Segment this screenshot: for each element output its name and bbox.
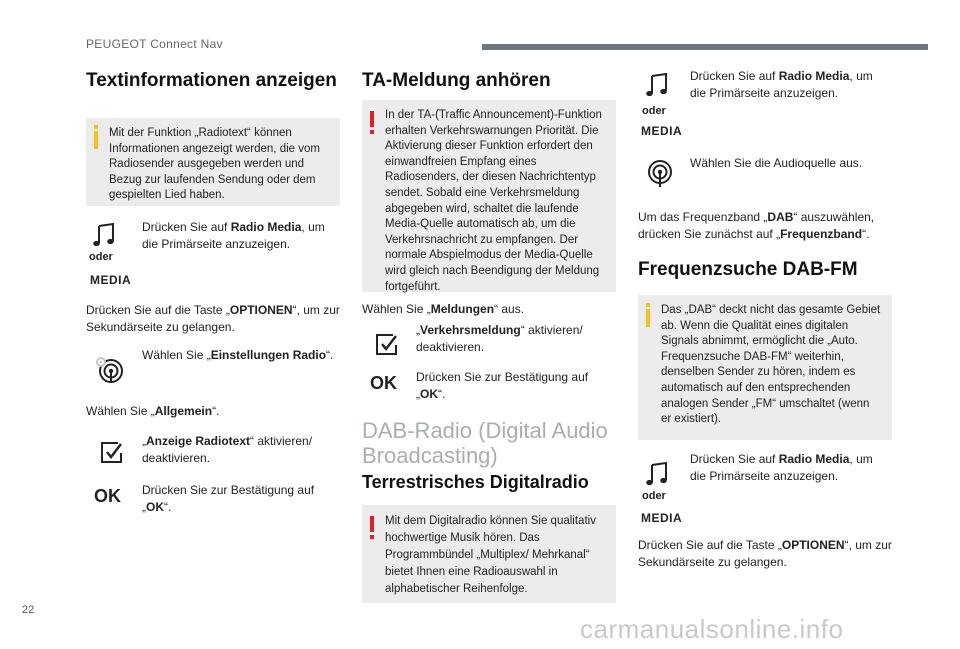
para-options: Drücken Sie auf die Taste „OPTIONEN“, um zur Sekundärseite zu gelangen.	[86, 303, 340, 334]
heading-ta-meldung: TA-Meldung anhören	[362, 70, 551, 91]
ok-label: OK	[370, 373, 397, 393]
warning-text: Mit dem Digitalradio können Sie qualitativ hochwertige Musik hören. Das Programmbündel „Multiplex/ Mehrkanal“ bietet Ihnen eine Radioauswahl in alphabetischer Reihenfolge.	[385, 515, 596, 595]
step-radio-media: Drücken Sie auf Radio Media, um die Primärseite anzuzeigen.	[142, 220, 325, 251]
ok-label: OK	[94, 486, 121, 506]
info-box-frequenzsuche	[638, 295, 892, 440]
warning-icon	[370, 516, 374, 532]
warning-box-digitalradio	[362, 505, 616, 603]
step-ok-confirm: Drücken Sie zur Bestätigung auf „OK“.	[416, 370, 589, 401]
info-text: Das „DAB“ deckt nicht das gesamte Gebiet ab. Wenn die Qualität eines digitalen Signals abnimmt, ermöglicht die „Auto. Frequenzsuche DAB-FM“ weiterhin, denselben Sender zu hören, indem es automatisch auf den entsprechenden analogen Sender „FM“ umschaltet (wenn er existiert).	[661, 304, 881, 426]
or-label: oder	[642, 490, 666, 502]
step-audioquelle: Wählen Sie die Audioquelle aus.	[690, 156, 863, 170]
music-note-icon	[644, 461, 670, 487]
checkbox-icon	[374, 332, 400, 358]
warning-icon	[370, 111, 374, 127]
step-radio-media: Drücken Sie auf Radio Media, um die Primärseite anzuzeigen.	[690, 69, 873, 100]
para-allgemein: Wählen Sie „Allgemein“.	[86, 404, 220, 418]
media-label: MEDIA	[641, 511, 683, 525]
info-text: Mit der Funktion „Radiotext“ können Informationen angezeigt werden, die vom Radiosender ausgegeben werden und Bezug zur laufenden Sendung oder dem gespielten Lied haben.	[109, 127, 320, 202]
or-label: oder	[642, 105, 666, 117]
running-header: PEUGEOT Connect Nav	[86, 37, 223, 51]
step-radio-media: Drücken Sie auf Radio Media, um die Primärseite anzuzeigen.	[690, 452, 873, 483]
step-anzeige-radiotext: „Anzeige Radiotext“ aktivieren/ deaktivieren.	[142, 434, 313, 465]
radio-settings-icon	[94, 355, 124, 385]
info-box-radiotext	[86, 118, 340, 206]
para-frequenzband: Um das Frequenzband „DAB“ auszuwählen, drücken Sie zunächst auf „Frequenzband“.	[638, 210, 875, 241]
heading-frequenzsuche: Frequenzsuche DAB-FM	[638, 259, 858, 280]
watermark: carmanualsonline.info	[580, 614, 844, 644]
step-einstellungen-radio: Wählen Sie „Einstellungen Radio“.	[142, 348, 334, 362]
media-label: MEDIA	[641, 124, 683, 138]
heading-terrestrisches: Terrestrisches Digitalradio	[362, 472, 589, 492]
step-ok-confirm: Drücken Sie zur Bestätigung auf „OK“.	[142, 483, 315, 514]
heading-dab-radio: DAB-Radio (Digital Audio Broadcasting)	[362, 418, 608, 468]
warning-text: In der TA-(Traffic Announcement)-Funktion erhalten Verkehrswarnungen Priorität. Die Aktivierung dieser Funktion erfordert den einwandfreien Empfang eines Radiosenders, der diesen Nachrichtentyp sendet. Sobald eine Verkehrsmeldung abgegeben wird, schaltet die laufende Media-Quelle automatisch ab, um die Verkehrsnachricht zu empfangen. Der normale Abspielmodus der Media-Quelle wird gleich nach Beendigung der Meldung fortgeführt.	[385, 109, 602, 293]
header-bar	[482, 44, 928, 50]
or-label: oder	[89, 251, 113, 263]
heading-textinformationen: Textinformationen anzeigen	[86, 70, 337, 91]
warning-box-ta	[362, 100, 616, 292]
checkbox-icon	[99, 440, 125, 466]
radio-signal-icon	[645, 159, 675, 189]
info-icon	[94, 131, 98, 149]
info-icon	[646, 309, 650, 327]
music-note-icon	[91, 222, 117, 248]
media-label: MEDIA	[90, 273, 132, 287]
music-note-icon	[644, 72, 670, 98]
para-options: Drücken Sie auf die Taste „OPTIONEN“, um zur Sekundärseite zu gelangen.	[638, 538, 892, 569]
para-meldungen: Wählen Sie „Meldungen“ aus.	[362, 302, 525, 316]
step-verkehrsmeldung: „Verkehrsmeldung“ aktivieren/ deaktivieren.	[416, 323, 583, 354]
page-number: 22	[22, 604, 35, 616]
